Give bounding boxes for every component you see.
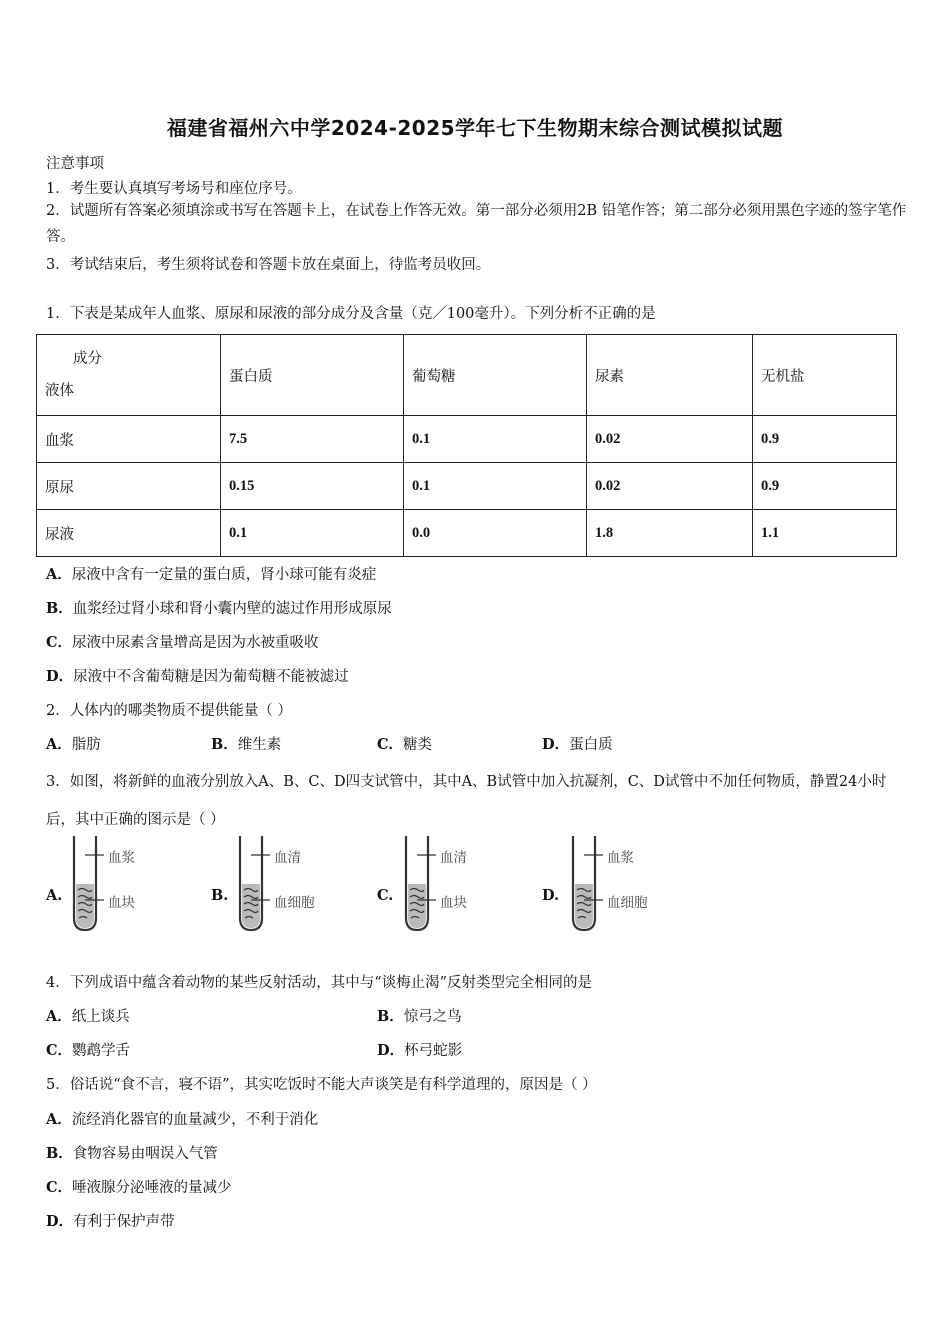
option-b xyxy=(46,597,392,618)
option-a xyxy=(46,733,101,754)
tube-bottom-label: 血块 xyxy=(440,895,467,911)
notice-item: 1．考生要认真填写考场号和座位序号。 xyxy=(46,181,302,197)
notice-item: 2．试题所有答案必须填涂或书写在答题卡上，在试卷上作答无效。第一部分必须用2B 铅笔作答；第二部分必须用黑色字迹的签字笔作答。 xyxy=(46,203,907,245)
tube-top-label: 血清 xyxy=(274,850,301,866)
tube-option-letter: C. xyxy=(377,887,394,904)
option-text: 血浆经过肾小球和肾小囊内壁的滤过作用形成原尿 xyxy=(72,601,392,617)
option-text: 脂肪 xyxy=(71,737,101,753)
row-label: 尿液 xyxy=(37,510,221,557)
option-c xyxy=(377,733,432,754)
table-cell: 0.1 xyxy=(221,510,404,557)
option-letter: B． xyxy=(377,1008,404,1025)
question-2-stem: 2．人体内的哪类物质不提供能量（ ） xyxy=(46,703,292,719)
tube-top-label: 血浆 xyxy=(607,850,634,866)
table-cell: 0.15 xyxy=(221,463,404,510)
column-header: 无机盐 xyxy=(753,335,897,416)
column-header: 葡萄糖 xyxy=(404,335,587,416)
tube-top-label: 血浆 xyxy=(108,850,135,866)
option-letter: A． xyxy=(46,566,72,583)
question-5-stem: 5．俗话说“食不言，寝不语”，其实吃饭时不能大声谈笑是有科学道理的，原因是（ ） xyxy=(46,1077,597,1093)
option-text: 纸上谈兵 xyxy=(71,1009,130,1025)
option-text: 尿液中尿素含量增高是因为水被重吸收 xyxy=(72,635,319,651)
option-text: 鹦鹉学舌 xyxy=(72,1043,131,1059)
table-cell: 7.5 xyxy=(221,416,404,463)
option-c xyxy=(46,1039,130,1060)
option-text: 食物容易由咽误入气管 xyxy=(72,1146,218,1162)
table-header-row xyxy=(37,335,897,416)
composition-table xyxy=(36,334,897,557)
option-c xyxy=(46,1176,232,1197)
option-letter: C． xyxy=(46,1179,73,1196)
corner-label-top: 成分 xyxy=(73,351,102,367)
option-d xyxy=(377,1039,462,1060)
table-cell: 1.1 xyxy=(753,510,897,557)
option-letter: C． xyxy=(377,736,404,753)
table-row xyxy=(37,463,897,510)
table-cell: 0.1 xyxy=(404,463,587,510)
option-b xyxy=(46,1142,218,1163)
tube-top-label: 血清 xyxy=(440,850,467,866)
option-text: 唾液腺分泌唾液的量减少 xyxy=(72,1180,232,1196)
option-letter: B． xyxy=(211,736,238,753)
notice-heading: 注意事项 xyxy=(46,156,104,172)
option-d xyxy=(542,733,613,754)
option-text: 尿液中含有一定量的蛋白质，肾小球可能有炎症 xyxy=(71,567,377,583)
question-1-stem: 1．下表是某成年人血浆、原尿和尿液的部分成分及含量（克／100毫升）。下列分析不正确的是 xyxy=(46,306,656,322)
tube-bottom-label: 血细胞 xyxy=(274,895,315,911)
tube-bottom-label: 血块 xyxy=(108,895,135,911)
option-letter: D． xyxy=(46,1213,74,1230)
column-header: 尿素 xyxy=(587,335,753,416)
option-letter: C． xyxy=(46,634,73,651)
option-c xyxy=(46,631,319,652)
option-letter: C． xyxy=(46,1042,73,1059)
table-row xyxy=(37,510,897,557)
option-text: 惊弓之鸟 xyxy=(403,1009,462,1025)
option-d xyxy=(46,1210,175,1231)
column-header: 蛋白质 xyxy=(221,335,404,416)
table-cell: 0.02 xyxy=(587,416,753,463)
option-letter: D． xyxy=(542,736,570,753)
option-letter: A． xyxy=(46,1008,72,1025)
option-letter: D． xyxy=(46,668,74,685)
table-cell: 0.1 xyxy=(404,416,587,463)
option-text: 杯弓蛇影 xyxy=(404,1043,463,1059)
option-text: 蛋白质 xyxy=(569,737,613,753)
option-letter: A． xyxy=(46,1111,72,1128)
option-a xyxy=(46,1108,318,1129)
tube-option-letter: B. xyxy=(211,887,229,904)
table-row xyxy=(37,416,897,463)
option-b xyxy=(377,1005,462,1026)
option-text: 糖类 xyxy=(403,737,433,753)
option-a xyxy=(46,563,376,584)
table-cell: 0.9 xyxy=(753,416,897,463)
option-text: 有利于保护声带 xyxy=(73,1214,175,1230)
option-text: 维生素 xyxy=(237,737,282,753)
option-b xyxy=(211,733,281,754)
page-title: 福建省福州六中学2024-2025学年七下生物期末综合测试模拟试题 xyxy=(166,116,784,140)
table-cell: 1.8 xyxy=(587,510,753,557)
table-corner-cell xyxy=(37,335,221,416)
table-cell: 0.0 xyxy=(404,510,587,557)
row-label: 血浆 xyxy=(37,416,221,463)
option-text: 流经消化器官的血量减少，不利于消化 xyxy=(71,1112,319,1128)
row-label: 原尿 xyxy=(37,463,221,510)
option-letter: B． xyxy=(46,1145,73,1162)
tube-bottom-label: 血细胞 xyxy=(607,895,648,911)
notice-item: 3．考试结束后，考生须将试卷和答题卡放在桌面上，待监考员收回。 xyxy=(46,257,491,273)
option-letter: D． xyxy=(377,1042,405,1059)
option-d xyxy=(46,665,349,686)
table-cell: 0.02 xyxy=(587,463,753,510)
question-3-stem: 3．如图，将新鲜的血液分别放入A、B、C、D四支试管中，其中A、B试管中加入抗凝剂，C、D试管中不加任何物质，静置24小时后，其中正确的图示是（ ） xyxy=(46,774,887,828)
option-letter: B． xyxy=(46,600,73,617)
corner-label-bottom: 液体 xyxy=(45,383,74,399)
option-a xyxy=(46,1005,130,1026)
option-letter: A． xyxy=(46,736,72,753)
question-4-stem: 4．下列成语中蕴含着动物的某些反射活动，其中与“谈梅止渴”反射类型完全相同的是 xyxy=(46,975,593,991)
option-text: 尿液中不含葡萄糖是因为葡萄糖不能被滤过 xyxy=(73,669,349,685)
tube-option-letter: A. xyxy=(46,887,63,904)
tube-option-letter: D. xyxy=(542,887,560,904)
table-cell: 0.9 xyxy=(753,463,897,510)
